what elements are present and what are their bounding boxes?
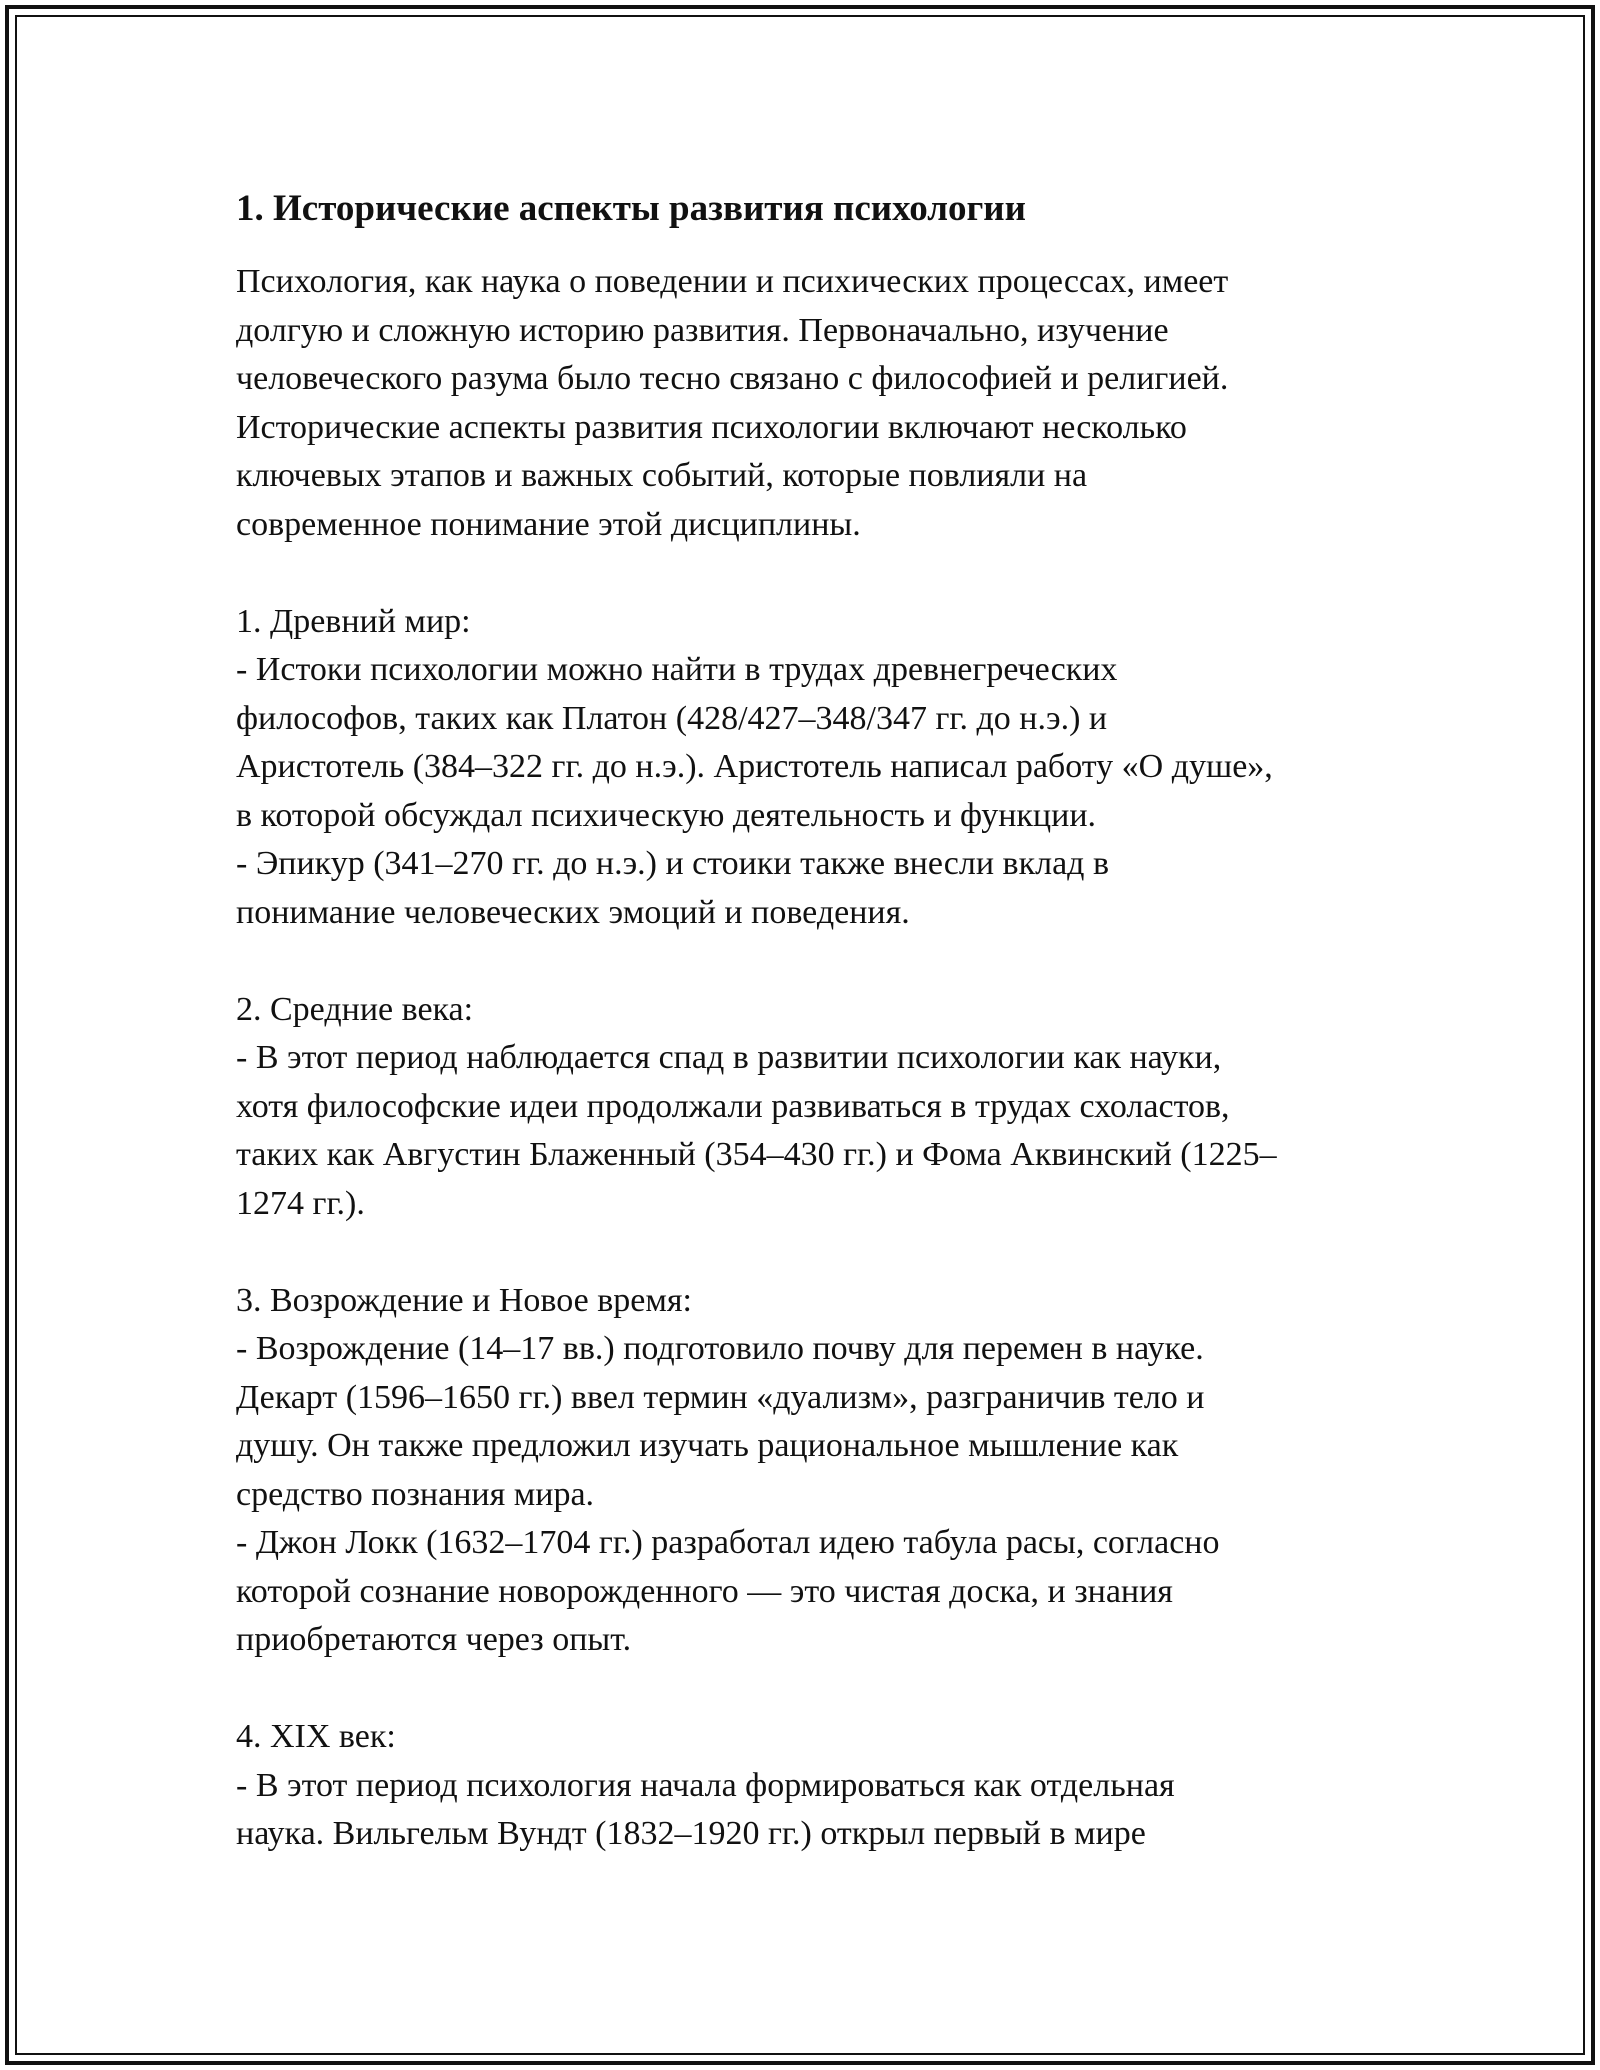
- section-renaissance: [236, 1277, 1386, 1665]
- list-item: - Возрождение (14–17 вв.) подготовило почву для перемен в науке. Декарт (1596–1650 гг.) ввел термин «дуализм», разграничив тело и душу. Он также предложил изучать рациональное мышление как средство познания мира.: [236, 1330, 1205, 1513]
- list-item: - В этот период психология начала формироваться как отдельная наука. Вильгельм Вундт (1832–1920 гг.) открыл первый в мире: [236, 1766, 1175, 1852]
- section-heading: 1. Исторические аспекты развития психологии: [236, 188, 1026, 229]
- section-title: 3. Возрождение и Новое время:: [236, 1281, 692, 1319]
- document-body: [236, 185, 1386, 1859]
- intro-paragraph: Психология, как наука о поведении и психических процессах, имеет долгую и сложную историю развития. Первоначально, изучение человеческого разума было тесно связано с философией и религией. Исторические аспекты развития психологии включают несколько ключевых этапов и важных событий, которые повлияли на современное понимание этой дисциплины.: [236, 263, 1229, 543]
- spacer: [236, 1228, 1386, 1277]
- section-ancient-world: [236, 598, 1386, 938]
- spacer: [236, 549, 1386, 598]
- list-item: - Истоки психологии можно найти в трудах древнегреческих философов, таких как Платон (428/427–348/347 гг. до н.э.) и Аристотель (384–322 гг. до н.э.). Аристотель написал работу «О душе», в которой обсуждал психическую деятельность и функции.: [236, 651, 1273, 834]
- spacer: [236, 1665, 1386, 1714]
- section-title: 2. Средние века:: [236, 990, 474, 1028]
- list-item: - Эпикур (341–270 гг. до н.э.) и стоики также внесли вклад в понимание человеческих эмоций и поведения.: [236, 845, 1110, 931]
- list-item: - Джон Локк (1632–1704 гг.) разработал идею табула расы, согласно которой сознание новорожденного — это чистая доска, и знания приобретаются через опыт.: [236, 1524, 1220, 1658]
- list-item: - В этот период наблюдается спад в развитии психологии как науки, хотя философские идеи продолжали развиваться в трудах схоластов, таких как Августин Блаженный (354–430 гг.) и Фома Аквинский (1225– 1274 гг.).: [236, 1039, 1277, 1222]
- section-title: 4. XIX век:: [236, 1718, 396, 1755]
- spacer: [236, 937, 1386, 986]
- section-title: 1. Древний мир:: [236, 602, 471, 640]
- section-middle-ages: [236, 986, 1386, 1229]
- section-19th-century: [236, 1713, 1386, 1859]
